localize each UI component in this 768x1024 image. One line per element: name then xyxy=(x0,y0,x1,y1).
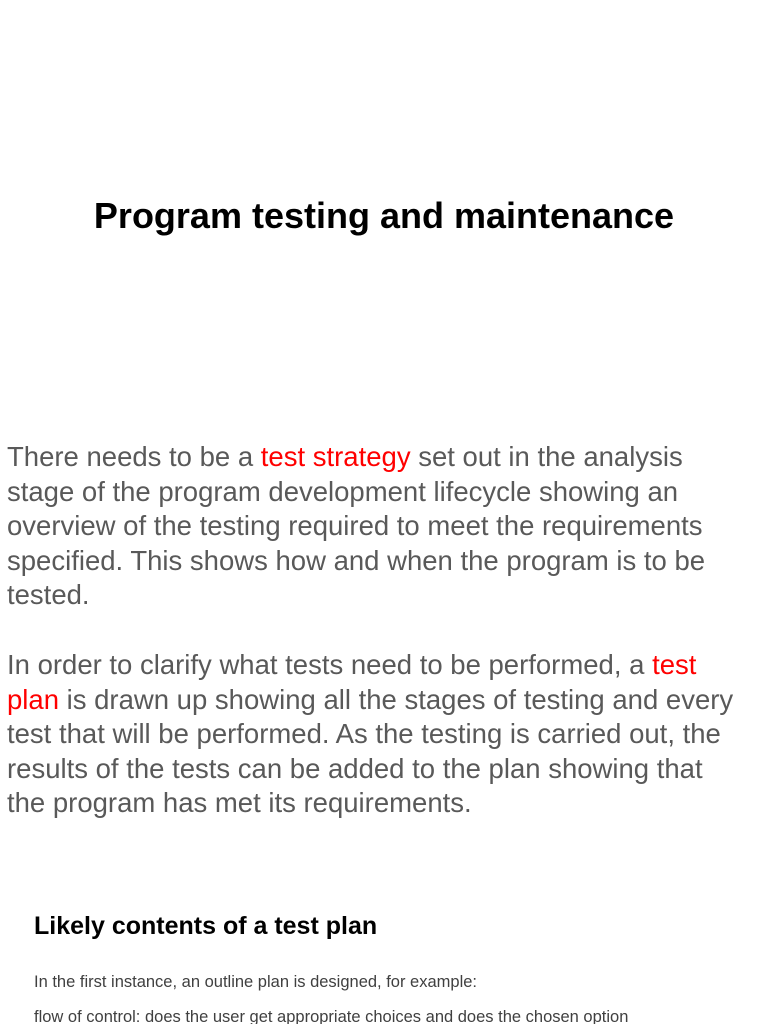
paragraph-text: is drawn up showing all the stages of testing and every test that will be performed. As the testing is carried out, the results of the tests can be added to the plan showing that the program has met its requirements. xyxy=(7,683,734,819)
highlighted-term-test-strategy: test strategy xyxy=(260,441,411,472)
highlighted-term-test-plan: test plan xyxy=(7,649,697,715)
paragraph-text: There needs to be a xyxy=(7,441,261,472)
paragraph-text: set out in the analysis stage of the program development lifecycle showing an overview of the testing required to meet the requirements specified. This shows how and when the program is to be tested. xyxy=(7,441,706,611)
paragraph-text: In order to clarify what tests need to be performed, a xyxy=(7,649,653,680)
section-intro: In the first instance, an outline plan is designed, for example: xyxy=(34,973,478,991)
section-heading: Likely contents of a test plan xyxy=(34,912,378,940)
section-list-item: flow of control: does the user get appropriate choices and does the chosen option xyxy=(34,1008,629,1024)
test-strategy-paragraph xyxy=(7,440,747,613)
test-plan-paragraph xyxy=(7,648,747,821)
page-title: Program testing and maintenance xyxy=(93,195,675,236)
